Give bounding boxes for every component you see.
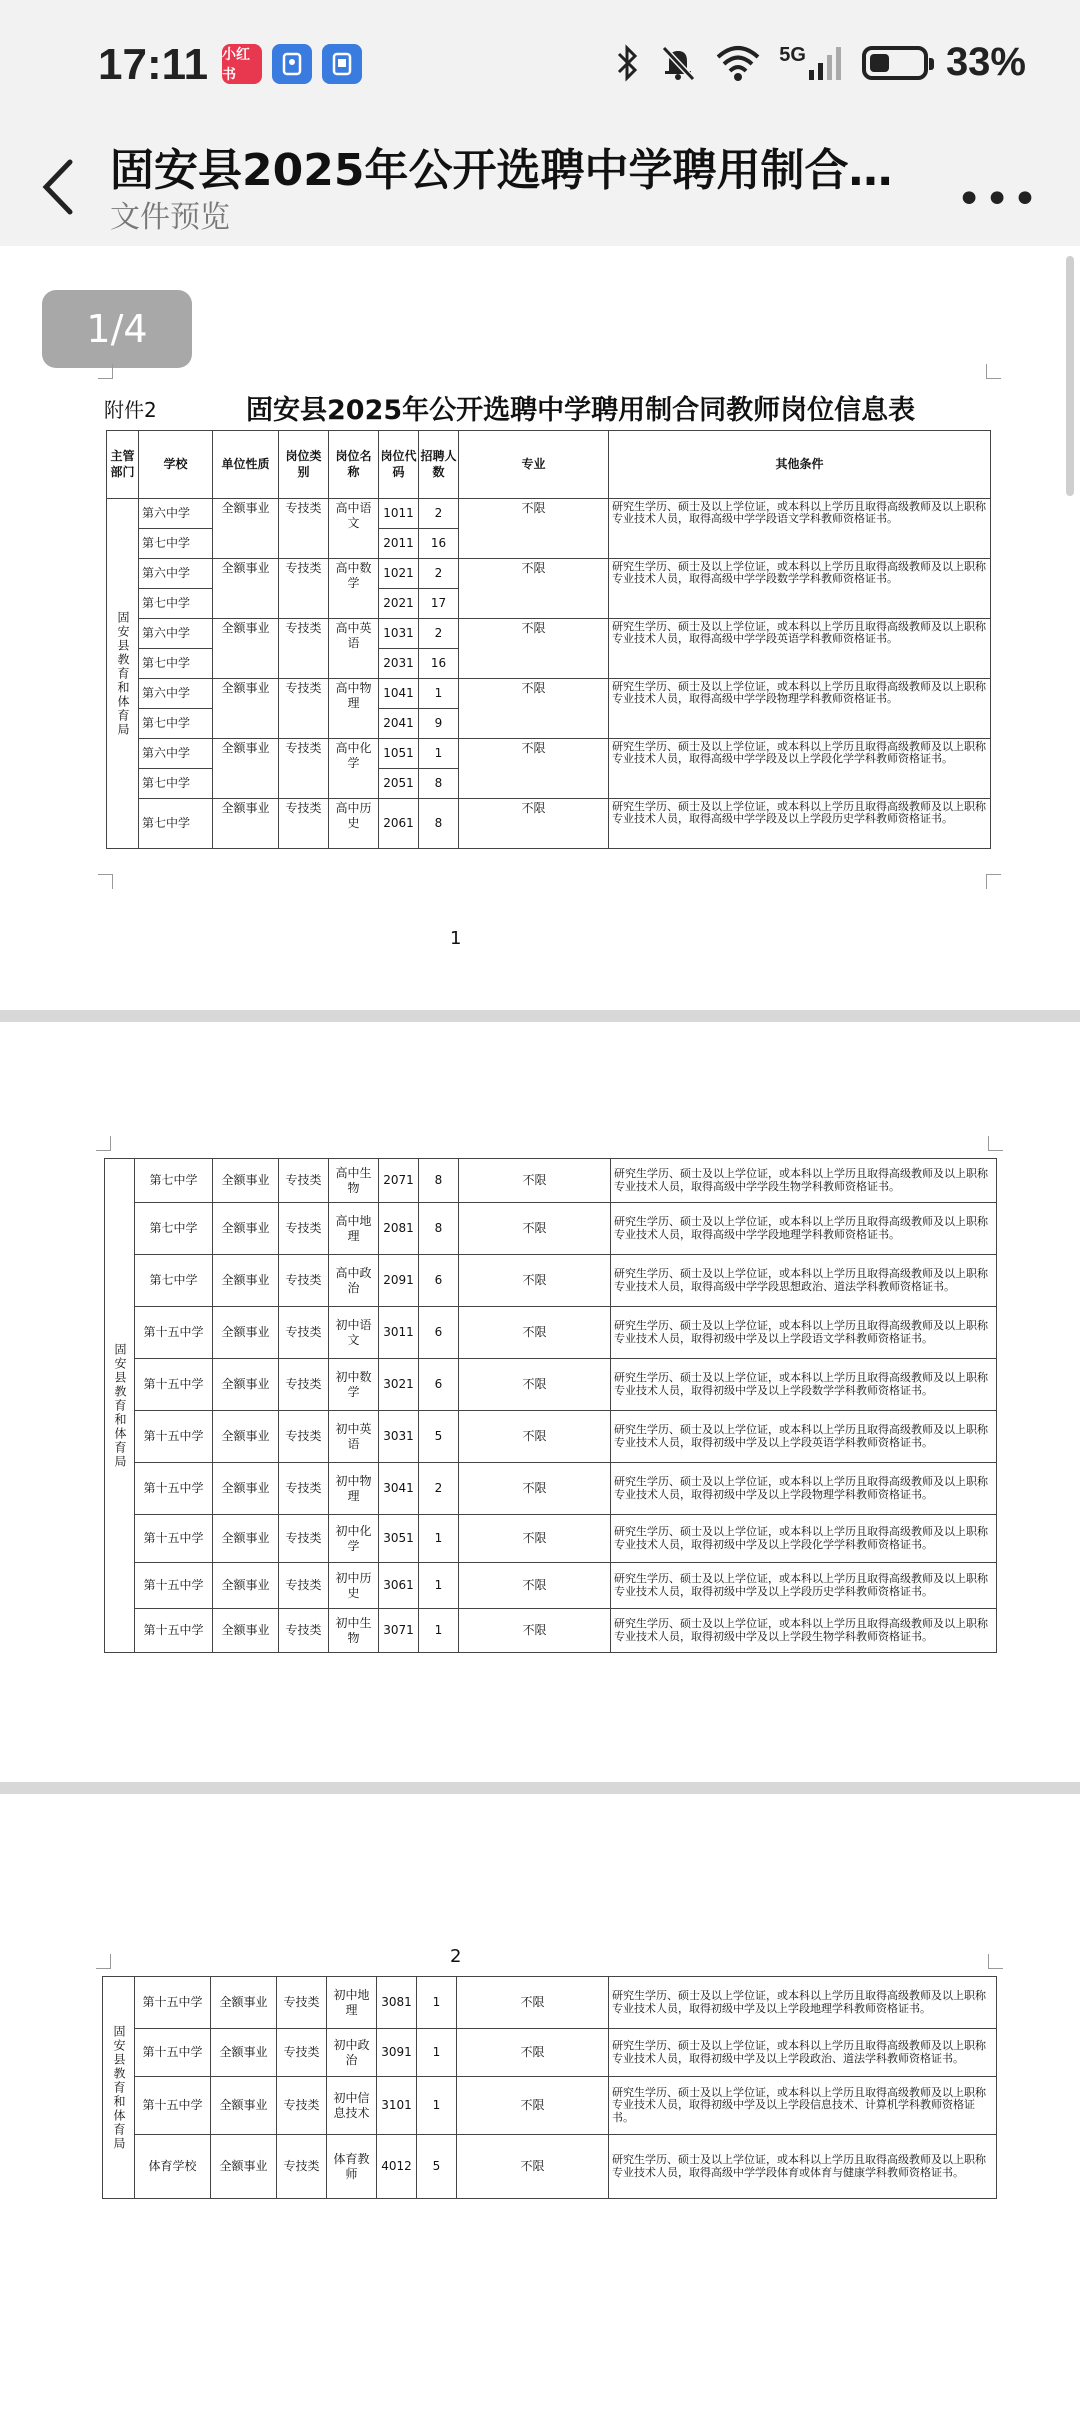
document-page-1 bbox=[0, 246, 1080, 1006]
school-cell: 第七中学 bbox=[139, 769, 213, 799]
headcount-cell: 6 bbox=[419, 1307, 459, 1359]
position-code-cell: 3031 bbox=[379, 1411, 419, 1463]
clock: 17:11 bbox=[98, 40, 209, 89]
other-conditions-cell: 研究生学历、硕士及以上学位证，或本科以上学历且取得高级教师及以上职称专业技术人员，取得高级中学学段思想政治、道法学科教师资格证书。 bbox=[611, 1255, 997, 1307]
battery-percent: 33% bbox=[945, 40, 1026, 84]
headcount-cell: 1 bbox=[417, 1977, 457, 2029]
annex-label: 附件2 bbox=[104, 398, 157, 422]
position-code-cell: 1051 bbox=[379, 739, 419, 769]
other-conditions-cell: 研究生学历、硕士及以上学位证，或本科以上学历且取得高级教师及以上职称专业技术人员，取得初级中学及以上学段化学学科教师资格证书。 bbox=[611, 1515, 997, 1563]
school-cell: 第七中学 bbox=[135, 1159, 213, 1203]
other-conditions-cell: 研究生学历、硕士及以上学位证，或本科以上学历且取得高级教师及以上职称专业技术人员，取得高级中学学段体育或体育与健康学科教师资格证书。 bbox=[609, 2135, 997, 2199]
position-code-cell: 3021 bbox=[379, 1359, 419, 1411]
category-cell: 专技类 bbox=[279, 499, 329, 559]
school-cell: 第十五中学 bbox=[135, 1463, 213, 1515]
other-conditions-cell: 研究生学历、硕士及以上学位证，或本科以上学历且取得高级教师及以上职称专业技术人员，取得高级中学学段及以上学段历史学科教师资格证书。 bbox=[609, 799, 991, 849]
app-header bbox=[0, 130, 1080, 246]
department-name: 固安县教育和体育局 bbox=[113, 1342, 127, 1469]
page-corner-mark bbox=[986, 364, 1001, 379]
headcount-cell: 1 bbox=[419, 1515, 459, 1563]
position-code-cell: 3071 bbox=[379, 1609, 419, 1653]
unit-nature-cell: 全额事业 bbox=[213, 1359, 279, 1411]
position-code-cell: 2031 bbox=[379, 649, 419, 679]
school-cell: 第六中学 bbox=[139, 679, 213, 709]
headcount-cell: 6 bbox=[419, 1255, 459, 1307]
position-name-cell: 体育教师 bbox=[327, 2135, 377, 2199]
page-corner-mark bbox=[98, 874, 113, 889]
department-cell bbox=[107, 499, 139, 849]
department-name: 固安县教育和体育局 bbox=[116, 610, 130, 737]
school-cell: 第六中学 bbox=[139, 619, 213, 649]
position-code-cell: 2051 bbox=[379, 769, 419, 799]
position-name-cell: 高中数学 bbox=[329, 559, 379, 619]
headcount-cell: 1 bbox=[419, 1609, 459, 1653]
unit-nature-cell: 全额事业 bbox=[213, 1463, 279, 1515]
table-row bbox=[105, 1307, 997, 1359]
column-header: 岗位类别 bbox=[279, 431, 329, 499]
page-indicator: 1/4 bbox=[42, 290, 192, 368]
page-corner-mark bbox=[98, 364, 113, 379]
headcount-cell: 9 bbox=[419, 709, 459, 739]
department-name: 固安县教育和体育局 bbox=[112, 2024, 126, 2151]
table-row bbox=[105, 1463, 997, 1515]
position-code-cell: 1021 bbox=[379, 559, 419, 589]
category-cell: 专技类 bbox=[277, 1977, 327, 2029]
category-cell: 专技类 bbox=[279, 619, 329, 679]
major-cell: 不限 bbox=[459, 1159, 611, 1203]
page-number: 2 bbox=[450, 1946, 462, 1967]
position-name-cell: 初中历史 bbox=[329, 1563, 379, 1609]
position-code-cell: 3091 bbox=[377, 2029, 417, 2077]
unit-nature-cell: 全额事业 bbox=[213, 1255, 279, 1307]
position-name-cell: 高中历史 bbox=[329, 799, 379, 849]
position-name-cell: 初中政治 bbox=[327, 2029, 377, 2077]
xiaohongshu-icon: 小红书 bbox=[222, 44, 262, 84]
headcount-cell: 2 bbox=[419, 619, 459, 649]
headcount-cell: 1 bbox=[419, 739, 459, 769]
category-cell: 专技类 bbox=[279, 1359, 329, 1411]
position-code-cell: 2081 bbox=[379, 1203, 419, 1255]
other-conditions-cell: 研究生学历、硕士及以上学位证，或本科以上学历且取得高级教师及以上职称专业技术人员，取得高级中学学段数学学科教师资格证书。 bbox=[609, 559, 991, 619]
position-code-cell: 3101 bbox=[377, 2077, 417, 2135]
other-conditions-cell: 研究生学历、硕士及以上学位证，或本科以上学历且取得高级教师及以上职称专业技术人员，取得初级中学及以上学段政治、道法学科教师资格证书。 bbox=[609, 2029, 997, 2077]
major-cell: 不限 bbox=[459, 499, 609, 559]
school-cell: 第六中学 bbox=[139, 559, 213, 589]
major-cell: 不限 bbox=[459, 1563, 611, 1609]
category-cell: 专技类 bbox=[279, 1255, 329, 1307]
position-code-cell: 3011 bbox=[379, 1307, 419, 1359]
position-table-page-3 bbox=[102, 1976, 997, 2199]
mute-bell-icon bbox=[659, 43, 697, 83]
headcount-cell: 8 bbox=[419, 799, 459, 849]
table-row bbox=[103, 2077, 997, 2135]
headcount-cell: 1 bbox=[419, 679, 459, 709]
major-cell: 不限 bbox=[459, 1609, 611, 1653]
other-conditions-cell: 研究生学历、硕士及以上学位证，或本科以上学历且取得高级教师及以上职称专业技术人员，取得高级中学学段地理学科教师资格证书。 bbox=[611, 1203, 997, 1255]
headcount-cell: 5 bbox=[419, 1411, 459, 1463]
school-cell: 第七中学 bbox=[135, 1203, 213, 1255]
table-row bbox=[103, 2029, 997, 2077]
department-cell bbox=[105, 1159, 135, 1653]
major-cell: 不限 bbox=[457, 2135, 609, 2199]
position-code-cell: 2071 bbox=[379, 1159, 419, 1203]
page-separator bbox=[0, 1782, 1080, 1794]
bluetooth-icon bbox=[615, 43, 641, 83]
page-corner-mark bbox=[96, 1954, 111, 1969]
position-code-cell: 1011 bbox=[379, 499, 419, 529]
signal-bars-icon bbox=[808, 46, 844, 80]
category-cell: 专技类 bbox=[279, 1609, 329, 1653]
major-cell: 不限 bbox=[457, 1977, 609, 2029]
position-name-cell: 初中信息技术 bbox=[327, 2077, 377, 2135]
page-corner-mark bbox=[988, 1954, 1003, 1969]
category-cell: 专技类 bbox=[279, 799, 329, 849]
unit-nature-cell: 全额事业 bbox=[211, 1977, 277, 2029]
school-cell: 第十五中学 bbox=[135, 1515, 213, 1563]
position-table-page-1 bbox=[106, 430, 991, 849]
document-page-2 bbox=[0, 1022, 1080, 1967]
other-conditions-cell: 研究生学历、硕士及以上学位证，或本科以上学历且取得高级教师及以上职称专业技术人员，取得初级中学及以上学段历史学科教师资格证书。 bbox=[611, 1563, 997, 1609]
major-cell: 不限 bbox=[457, 2029, 609, 2077]
page-corner-mark bbox=[986, 874, 1001, 889]
position-name-cell: 初中英语 bbox=[329, 1411, 379, 1463]
position-code-cell: 1041 bbox=[379, 679, 419, 709]
table-title: 固安县2025年公开选聘中学聘用制合同教师岗位信息表 bbox=[246, 395, 916, 426]
column-header: 主管部门 bbox=[107, 431, 139, 499]
position-name-cell: 初中地理 bbox=[327, 1977, 377, 2029]
column-header: 岗位名称 bbox=[329, 431, 379, 499]
unit-nature-cell: 全额事业 bbox=[213, 619, 279, 679]
wifi-icon bbox=[715, 43, 761, 83]
network-type: 5G bbox=[779, 43, 806, 66]
table-row bbox=[105, 1359, 997, 1411]
category-cell: 专技类 bbox=[279, 1515, 329, 1563]
cellular-signal bbox=[779, 43, 844, 80]
column-header: 其他条件 bbox=[609, 431, 991, 499]
table-row bbox=[105, 1563, 997, 1609]
category-cell: 专技类 bbox=[279, 1307, 329, 1359]
headcount-cell: 2 bbox=[419, 559, 459, 589]
category-cell: 专技类 bbox=[277, 2077, 327, 2135]
other-conditions-cell: 研究生学历、硕士及以上学位证，或本科以上学历且取得高级教师及以上职称专业技术人员，取得初级中学及以上学段地理学科教师资格证书。 bbox=[609, 1977, 997, 2029]
school-cell: 第十五中学 bbox=[135, 1977, 211, 2029]
position-code-cell: 2061 bbox=[379, 799, 419, 849]
headcount-cell: 1 bbox=[419, 1563, 459, 1609]
unit-nature-cell: 全额事业 bbox=[213, 1203, 279, 1255]
major-cell: 不限 bbox=[459, 1255, 611, 1307]
headcount-cell: 16 bbox=[419, 529, 459, 559]
major-cell: 不限 bbox=[457, 2077, 609, 2135]
headcount-cell: 1 bbox=[417, 2077, 457, 2135]
position-name-cell: 初中物理 bbox=[329, 1463, 379, 1515]
category-cell: 专技类 bbox=[279, 559, 329, 619]
table-row bbox=[103, 1977, 997, 2029]
position-code-cell: 3061 bbox=[379, 1563, 419, 1609]
table-row bbox=[105, 1255, 997, 1307]
position-code-cell: 4012 bbox=[377, 2135, 417, 2199]
school-cell: 第十五中学 bbox=[135, 2029, 211, 2077]
other-conditions-cell: 研究生学历、硕士及以上学位证，或本科以上学历且取得高级教师及以上职称专业技术人员，取得初级中学及以上学段生物学科教师资格证书。 bbox=[611, 1609, 997, 1653]
major-cell: 不限 bbox=[459, 1515, 611, 1563]
unit-nature-cell: 全额事业 bbox=[213, 1411, 279, 1463]
table-row bbox=[107, 679, 991, 709]
status-bar bbox=[0, 0, 1080, 130]
headcount-cell: 8 bbox=[419, 769, 459, 799]
position-name-cell: 高中生物 bbox=[329, 1159, 379, 1203]
column-header: 专业 bbox=[459, 431, 609, 499]
school-cell: 第七中学 bbox=[139, 709, 213, 739]
category-cell: 专技类 bbox=[279, 1563, 329, 1609]
unit-nature-cell: 全额事业 bbox=[213, 679, 279, 739]
category-cell: 专技类 bbox=[277, 2135, 327, 2199]
document-title: 固安县2025年公开选聘中学聘用制合… bbox=[110, 145, 893, 196]
column-header: 岗位代码 bbox=[379, 431, 419, 499]
major-cell: 不限 bbox=[459, 1307, 611, 1359]
headcount-cell: 17 bbox=[419, 589, 459, 619]
unit-nature-cell: 全额事业 bbox=[213, 739, 279, 799]
headcount-cell: 5 bbox=[417, 2135, 457, 2199]
major-cell: 不限 bbox=[459, 799, 609, 849]
other-conditions-cell: 研究生学历、硕士及以上学位证，或本科以上学历且取得高级教师及以上职称专业技术人员，取得初级中学及以上学段数学学科教师资格证书。 bbox=[611, 1359, 997, 1411]
category-cell: 专技类 bbox=[279, 1203, 329, 1255]
position-code-cell: 1031 bbox=[379, 619, 419, 649]
page-corner-mark bbox=[988, 1136, 1003, 1151]
major-cell: 不限 bbox=[459, 619, 609, 679]
position-name-cell: 高中政治 bbox=[329, 1255, 379, 1307]
other-conditions-cell: 研究生学历、硕士及以上学位证，或本科以上学历且取得高级教师及以上职称专业技术人员，取得高级中学学段及以上学段化学学科教师资格证书。 bbox=[609, 739, 991, 799]
position-code-cell: 2041 bbox=[379, 709, 419, 739]
position-name-cell: 初中数学 bbox=[329, 1359, 379, 1411]
table-row bbox=[107, 619, 991, 649]
school-cell: 第十五中学 bbox=[135, 1609, 213, 1653]
unit-nature-cell: 全额事业 bbox=[213, 799, 279, 849]
unit-nature-cell: 全额事业 bbox=[213, 1159, 279, 1203]
other-conditions-cell: 研究生学历、硕士及以上学位证，或本科以上学历且取得高级教师及以上职称专业技术人员，取得初级中学及以上学段英语学科教师资格证书。 bbox=[611, 1411, 997, 1463]
category-cell: 专技类 bbox=[279, 1159, 329, 1203]
major-cell: 不限 bbox=[459, 1411, 611, 1463]
position-name-cell: 高中化学 bbox=[329, 739, 379, 799]
column-header: 单位性质 bbox=[213, 431, 279, 499]
category-cell: 专技类 bbox=[279, 739, 329, 799]
position-code-cell: 3051 bbox=[379, 1515, 419, 1563]
major-cell: 不限 bbox=[459, 559, 609, 619]
school-cell: 第七中学 bbox=[139, 799, 213, 849]
table-row bbox=[107, 559, 991, 589]
position-name-cell: 高中地理 bbox=[329, 1203, 379, 1255]
position-name-cell: 高中语文 bbox=[329, 499, 379, 559]
unit-nature-cell: 全额事业 bbox=[213, 499, 279, 559]
other-conditions-cell: 研究生学历、硕士及以上学位证，或本科以上学历且取得高级教师及以上职称专业技术人员，取得初级中学及以上学段语文学科教师资格证书。 bbox=[611, 1307, 997, 1359]
table-row bbox=[103, 2135, 997, 2199]
position-code-cell: 2091 bbox=[379, 1255, 419, 1307]
unit-nature-cell: 全额事业 bbox=[211, 2029, 277, 2077]
position-code-cell: 3081 bbox=[377, 1977, 417, 2029]
school-cell: 第七中学 bbox=[139, 649, 213, 679]
position-name-cell: 初中生物 bbox=[329, 1609, 379, 1653]
headcount-cell: 16 bbox=[419, 649, 459, 679]
school-cell: 第十五中学 bbox=[135, 1411, 213, 1463]
position-code-cell: 3041 bbox=[379, 1463, 419, 1515]
school-cell: 体育学校 bbox=[135, 2135, 211, 2199]
headcount-cell: 2 bbox=[419, 1463, 459, 1515]
other-conditions-cell: 研究生学历、硕士及以上学位证，或本科以上学历且取得高级教师及以上职称专业技术人员，取得高级中学学段英语学科教师资格证书。 bbox=[609, 619, 991, 679]
table-row bbox=[107, 739, 991, 769]
unit-nature-cell: 全额事业 bbox=[213, 1563, 279, 1609]
table-row bbox=[107, 799, 991, 849]
table-row bbox=[105, 1411, 997, 1463]
unit-nature-cell: 全额事业 bbox=[213, 1307, 279, 1359]
back-arrow-icon[interactable] bbox=[38, 152, 78, 222]
school-cell: 第七中学 bbox=[139, 589, 213, 619]
major-cell: 不限 bbox=[459, 739, 609, 799]
school-cell: 第十五中学 bbox=[135, 1563, 213, 1609]
other-conditions-cell: 研究生学历、硕士及以上学位证，或本科以上学历且取得高级教师及以上职称专业技术人员，取得初级中学及以上学段信息技术、计算机学科教师资格证书。 bbox=[609, 2077, 997, 2135]
position-name-cell: 初中语文 bbox=[329, 1307, 379, 1359]
school-cell: 第六中学 bbox=[139, 499, 213, 529]
school-cell: 第六中学 bbox=[139, 739, 213, 769]
school-cell: 第十五中学 bbox=[135, 1359, 213, 1411]
headcount-cell: 8 bbox=[419, 1159, 459, 1203]
category-cell: 专技类 bbox=[279, 1463, 329, 1515]
major-cell: 不限 bbox=[459, 1359, 611, 1411]
unit-nature-cell: 全额事业 bbox=[213, 1515, 279, 1563]
position-code-cell: 2021 bbox=[379, 589, 419, 619]
status-icons bbox=[615, 40, 1026, 85]
table-row bbox=[107, 499, 991, 529]
department-cell bbox=[103, 1977, 135, 2199]
position-table-page-2 bbox=[104, 1158, 997, 1653]
table-row bbox=[105, 1515, 997, 1563]
major-cell: 不限 bbox=[459, 679, 609, 739]
category-cell: 专技类 bbox=[279, 1411, 329, 1463]
position-code-cell: 2011 bbox=[379, 529, 419, 559]
category-cell: 专技类 bbox=[279, 679, 329, 739]
headcount-cell: 2 bbox=[419, 499, 459, 529]
major-cell: 不限 bbox=[459, 1463, 611, 1515]
headcount-cell: 8 bbox=[419, 1203, 459, 1255]
position-name-cell: 初中化学 bbox=[329, 1515, 379, 1563]
position-name-cell: 高中物理 bbox=[329, 679, 379, 739]
position-name-cell: 高中英语 bbox=[329, 619, 379, 679]
more-options-icon[interactable]: ••• bbox=[956, 174, 1040, 225]
major-cell: 不限 bbox=[459, 1203, 611, 1255]
other-conditions-cell: 研究生学历、硕士及以上学位证，或本科以上学历且取得高级教师及以上职称专业技术人员，取得高级中学学段生物学科教师资格证书。 bbox=[611, 1159, 997, 1203]
document-viewer[interactable] bbox=[0, 246, 1080, 2412]
page-number: 1 bbox=[450, 928, 462, 949]
app-notification-icon bbox=[272, 44, 312, 84]
document-page-3 bbox=[0, 1794, 1080, 2412]
school-cell: 第十五中学 bbox=[135, 2077, 211, 2135]
table-row bbox=[105, 1203, 997, 1255]
page-separator bbox=[0, 1010, 1080, 1022]
header-subtitle: 文件预览 bbox=[110, 200, 230, 235]
battery-icon bbox=[862, 46, 928, 80]
other-conditions-cell: 研究生学历、硕士及以上学位证，或本科以上学历且取得高级教师及以上职称专业技术人员，取得高级中学学段语文学科教师资格证书。 bbox=[609, 499, 991, 559]
category-cell: 专技类 bbox=[277, 2029, 327, 2077]
column-header: 学校 bbox=[139, 431, 213, 499]
column-header: 招聘人数 bbox=[419, 431, 459, 499]
unit-nature-cell: 全额事业 bbox=[211, 2135, 277, 2199]
page-corner-mark bbox=[96, 1136, 111, 1151]
school-cell: 第十五中学 bbox=[135, 1307, 213, 1359]
other-conditions-cell: 研究生学历、硕士及以上学位证，或本科以上学历且取得高级教师及以上职称专业技术人员，取得高级中学学段物理学科教师资格证书。 bbox=[609, 679, 991, 739]
headcount-cell: 6 bbox=[419, 1359, 459, 1411]
app-notification-icon bbox=[322, 44, 362, 84]
school-cell: 第七中学 bbox=[139, 529, 213, 559]
school-cell: 第七中学 bbox=[135, 1255, 213, 1307]
headcount-cell: 1 bbox=[417, 2029, 457, 2077]
unit-nature-cell: 全额事业 bbox=[211, 2077, 277, 2135]
table-row bbox=[105, 1609, 997, 1653]
unit-nature-cell: 全额事业 bbox=[213, 1609, 279, 1653]
unit-nature-cell: 全额事业 bbox=[213, 559, 279, 619]
table-row bbox=[105, 1159, 997, 1203]
other-conditions-cell: 研究生学历、硕士及以上学位证，或本科以上学历且取得高级教师及以上职称专业技术人员，取得初级中学及以上学段物理学科教师资格证书。 bbox=[611, 1463, 997, 1515]
